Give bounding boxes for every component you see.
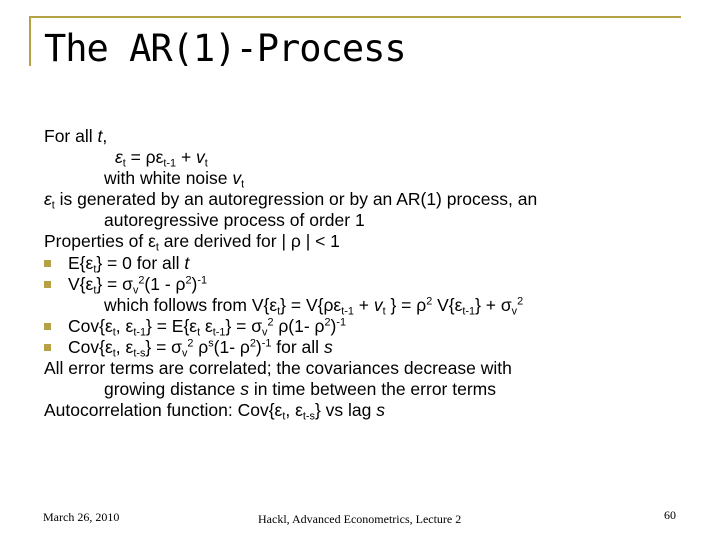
title-frame-vertical bbox=[29, 16, 31, 66]
line-variance-derivation: which follows from $V\{\varepsilon_t\} = V\{\rho\varepsilon_{t-1} + v_t$ } = $\rho^2$ $V\{\varepsilon_{t-1}\} + \sigma_v^2$ bbox=[104, 294, 524, 317]
line-all-correlated: All error terms are correlated; the covariances decrease with bbox=[44, 358, 512, 379]
square-bullet-icon bbox=[44, 323, 51, 330]
bullet-variance: $V\{\varepsilon_t\} = \sigma_v^2(1 - \rho^2)^{-1}$ bbox=[44, 274, 694, 295]
line-generated-by: $\varepsilon_t$ is generated by an autoregression or by an AR(1) process, an bbox=[44, 189, 538, 212]
equation-ar1: $\varepsilon_t = \rho\varepsilon_{t-1} + v_t$ bbox=[115, 147, 208, 170]
footer-page-number: 60 bbox=[664, 508, 676, 522]
square-bullet-icon bbox=[44, 260, 51, 267]
line-properties: Properties of $\varepsilon_t$ are derived for | ρ | < 1 bbox=[44, 231, 340, 254]
slide-title: The AR(1)-Process bbox=[44, 27, 406, 70]
bullet-covariance-lag1: $Cov\{\varepsilon_t$, $\varepsilon_{t-1}\} = E\{\varepsilon_t$ $\varepsilon_{t-1}\} = \sigma_v^2$ ρ(1- $\rho^2)^{-1}$ bbox=[44, 316, 694, 337]
line-growing-distance: growing distance s in time between the error terms bbox=[104, 379, 496, 400]
square-bullet-icon bbox=[44, 281, 51, 288]
line-autocorrelation-function: Autocorrelation function: $Cov\{\varepsilon_t$, $\varepsilon_{t-s}$} vs lag s bbox=[44, 400, 385, 423]
title-frame-horizontal bbox=[29, 16, 681, 18]
footer-date: March 26, 2010 bbox=[43, 510, 120, 524]
slide-body bbox=[44, 126, 694, 421]
line-for-all-t: For all t, bbox=[44, 126, 108, 146]
footer-course: Hackl, Advanced Econometrics, Lecture 2 bbox=[258, 512, 462, 526]
line-autoregressive-process: autoregressive process of order 1 bbox=[104, 210, 365, 231]
bullet-covariance-lag-s: $Cov\{\varepsilon_t$, $\varepsilon_{t-s}\} = \sigma_v^2$ $\rho^s(1-$ $\rho^2)^{-1}$ for all s bbox=[44, 337, 694, 358]
bullet-expectation: $E\{\varepsilon_t\} = 0$ for all t bbox=[44, 253, 694, 274]
line-white-noise: with white noise $v_t$ bbox=[104, 168, 245, 191]
square-bullet-icon bbox=[44, 344, 51, 351]
